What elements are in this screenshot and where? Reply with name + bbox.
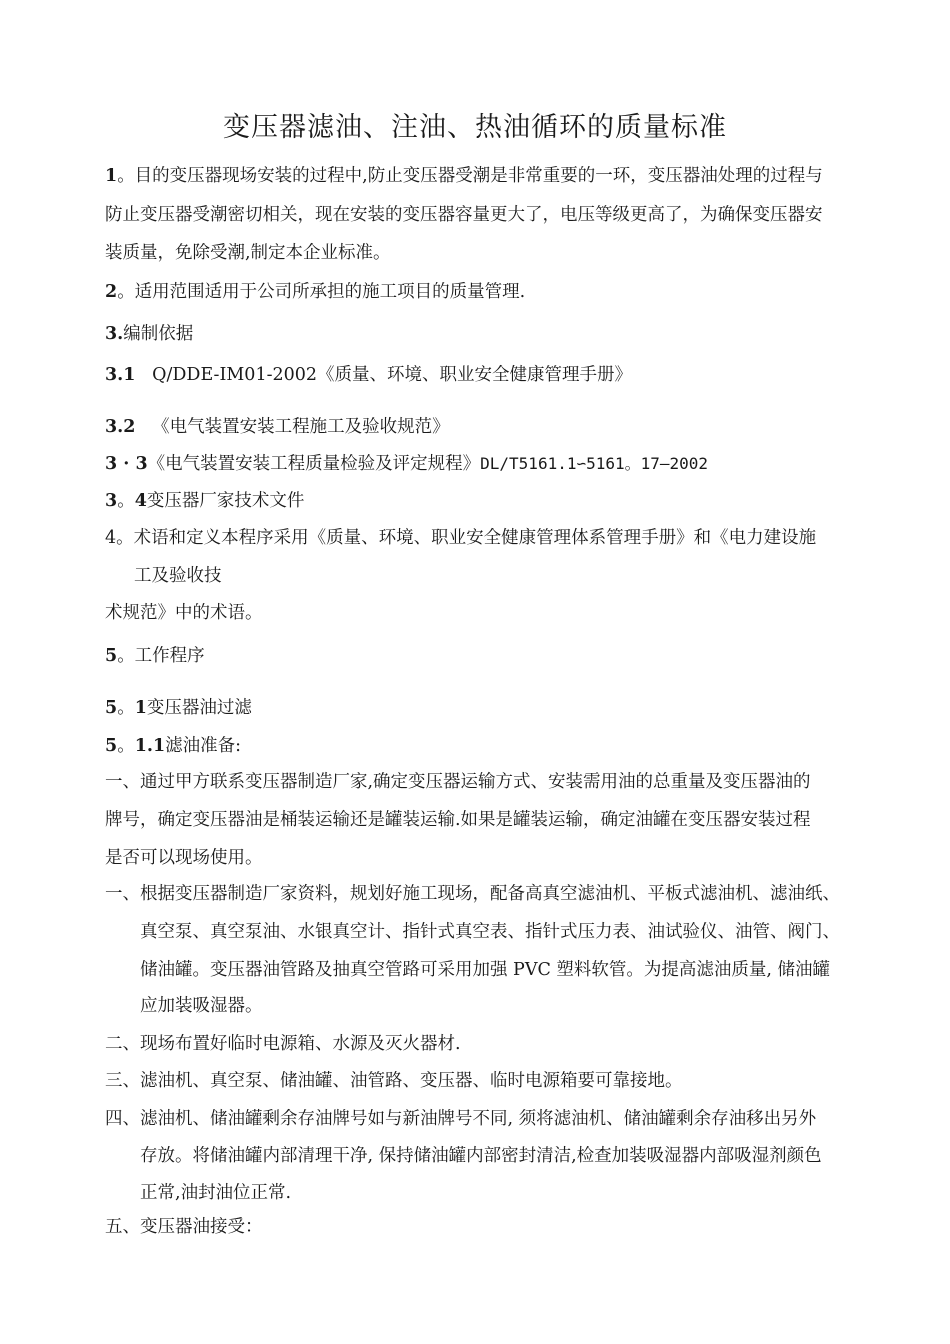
item-3-line-1: 二、现场布置好临时电源箱、水源及灭火器材. xyxy=(105,1034,461,1054)
item-5-line-2: 存放。将储油罐内部清理干净, 保持储油罐内部密封清洁,检查加装吸湿器内部吸湿剂颜色 xyxy=(140,1146,822,1166)
item-5-line-3: 正常,油封油位正常. xyxy=(140,1183,292,1203)
separator: 。 xyxy=(117,698,135,718)
section-text: 。目的变压器现场安装的过程中,防止变压器受潮是非常重要的一环，变压器油处理的过程与 xyxy=(117,166,823,186)
section-text: 《电气装置安装工程质量检验及评定规程》 xyxy=(147,454,481,474)
section-number: 1 xyxy=(105,166,118,186)
section-text: Q/DDE-IM01-2002《质量、环境、职业安全健康管理手册》 xyxy=(152,365,633,385)
item-2-line-2: 真空泵、真空泵油、水银真空计、指针式真空表、指针式压力表、油试验仪、油管、阀门、 xyxy=(140,922,840,942)
section-1-line-3: 装质量，免除受潮,制定本企业标准。 xyxy=(105,243,391,263)
item-1-line-2: 牌号，确定变压器油是桶装运输还是罐装运输.如果是罐装运输，确定油罐在变压器安装过程 xyxy=(105,810,811,830)
separator: 。 xyxy=(117,736,135,756)
item-1-line-3: 是否可以现场使用。 xyxy=(105,848,263,868)
section-number: 2 xyxy=(105,282,118,302)
section-text: 变压器油过滤 xyxy=(146,698,252,718)
item-6-line-1: 五、变压器油接受： xyxy=(105,1217,263,1237)
item-4-line-1: 三、滤油机、真空泵、储油罐、油管路、变压器、临时电源箱要可靠接地。 xyxy=(105,1071,683,1091)
section-3-3 xyxy=(105,451,708,477)
section-5-heading xyxy=(105,643,205,669)
section-3-2 xyxy=(105,414,450,440)
item-1-line-1: 一、通过甲方联系变压器制造厂家,确定变压器运输方式、安装需用油的总重量及变压器油的 xyxy=(105,772,811,792)
item-2-line-4: 应加装吸湿器。 xyxy=(140,996,263,1016)
section-text: 《电气装置安装工程施工及验收规范》 xyxy=(152,417,450,437)
section-number: 3.1 xyxy=(105,365,136,385)
section-number: 3 xyxy=(105,491,118,511)
section-number: 3.2 xyxy=(105,417,136,437)
item-2-line-3: 储油罐。变压器油管路及抽真空管路可采用加强 PVC 塑料软管。为提高滤油质量, 储油罐 xyxy=(140,960,831,980)
section-text: 编制依据 xyxy=(123,324,194,344)
section-1-line-1 xyxy=(105,163,823,189)
section-number: 4 xyxy=(134,491,147,511)
section-number: 5 xyxy=(105,698,118,718)
section-4-line-2: 工及验收技 xyxy=(134,566,222,586)
section-text: 变压器厂家技术文件 xyxy=(146,491,305,511)
section-text: 。适用范围适用于公司所承担的施工项目的质量管理. xyxy=(117,282,526,302)
section-3-heading xyxy=(105,321,193,347)
section-3-1 xyxy=(105,362,632,388)
section-number: 3 · 3 xyxy=(105,454,148,474)
section-text: 滤油准备: xyxy=(165,736,242,756)
section-2-line-1 xyxy=(105,279,525,305)
section-4-line-3: 术规范》中的术语。 xyxy=(105,603,263,623)
section-text: 。工作程序 xyxy=(117,646,205,666)
section-3-4 xyxy=(105,488,304,514)
section-number: 5 xyxy=(105,646,118,666)
section-number: 1.1 xyxy=(134,736,166,756)
section-number: 3. xyxy=(105,324,124,344)
document-title: 变压器滤油、注油、热油循环的质量标准 xyxy=(223,112,727,143)
item-2-line-1: 一、根据变压器制造厂家资料，规划好施工现场，配备高真空滤油机、平板式滤油机、滤油纸、 xyxy=(105,884,840,904)
section-5-1-1 xyxy=(105,733,241,759)
standard-code: DL/T5161.1∽5161。17—2002 xyxy=(480,454,709,473)
section-number: 1 xyxy=(134,698,147,718)
section-1-line-2: 防止变压器受潮密切相关，现在安装的变压器容量更大了，电压等级更高了，为确保变压器安 xyxy=(105,205,823,225)
separator: 。 xyxy=(117,491,135,511)
section-5-1 xyxy=(105,695,252,721)
section-4-line-1: 4。术语和定义本程序采用《质量、环境、职业安全健康管理体系管理手册》和《电力建设施 xyxy=(105,528,817,548)
item-5-line-1: 四、滤油机、储油罐剩余存油牌号如与新油牌号不同, 须将滤油机、储油罐剩余存油移出另外 xyxy=(105,1109,817,1129)
section-number: 5 xyxy=(105,736,118,756)
